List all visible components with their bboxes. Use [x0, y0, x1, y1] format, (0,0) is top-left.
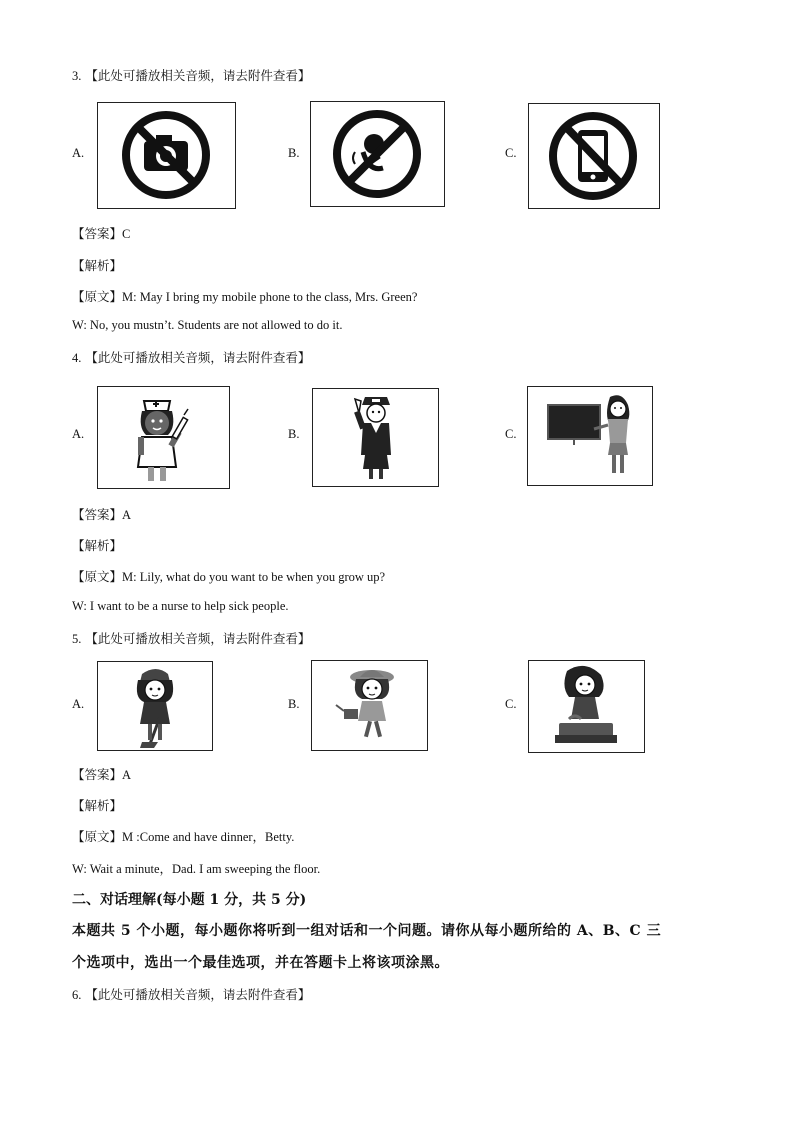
original-tag: 【原文】: [72, 829, 123, 844]
option-image-c[interactable]: [528, 103, 660, 209]
option-image-c[interactable]: [528, 660, 645, 753]
analysis-tag: 【解析】: [72, 798, 123, 813]
option-label-c: C.: [505, 697, 517, 711]
transcript-line-1: [72, 287, 417, 305]
no-phone-icon: [529, 104, 659, 208]
option-image-a[interactable]: [97, 661, 213, 751]
transcript-line-2: W: Wait a minute，Dad. I am sweeping the floor.: [72, 862, 321, 876]
police-officer-icon: [313, 389, 438, 486]
option-label-a: A.: [72, 146, 85, 160]
audio-note[interactable]: 【此处可播放相关音频，请去附件查看】: [85, 631, 311, 646]
option-image-c[interactable]: [527, 386, 653, 486]
option-label-a: A.: [72, 697, 85, 711]
answer-tag: 【答案】: [72, 507, 123, 522]
option-label-c: C.: [505, 427, 517, 441]
option-image-b[interactable]: [311, 660, 428, 751]
option-label-b: B.: [288, 146, 300, 160]
original-tag: 【原文】: [72, 289, 123, 304]
question-number: 3.: [72, 69, 82, 83]
analysis-tag: 【解析】: [72, 538, 123, 553]
question-3-header: [72, 66, 310, 84]
question-number: 6.: [72, 988, 82, 1002]
question-number: 4.: [72, 351, 82, 365]
answer-line: [72, 765, 131, 783]
option-image-b[interactable]: [310, 101, 445, 207]
section-instructions-line-2: 个选项中，选出一个最佳选项，并在答题卡上将该项涂黑。: [72, 955, 449, 971]
answer-tag: 【答案】: [72, 226, 123, 241]
audio-note[interactable]: 【此处可播放相关音频，请去附件查看】: [85, 68, 311, 83]
girl-watering-icon: [312, 661, 427, 750]
audio-note[interactable]: 【此处可播放相关音频，请去附件查看】: [85, 350, 311, 365]
teacher-icon: [528, 387, 652, 485]
question-6-header: [72, 985, 310, 1003]
section-instructions-line-1: 本题共 5 个小题，每小题你将听到一组对话和一个问题。请你从每小题所给的 A、B、C 三: [72, 923, 662, 939]
girl-sweeping-icon: [98, 662, 212, 750]
option-label-c: C.: [505, 146, 517, 160]
transcript-line-2: W: No, you mustn’t. Students are not allowed to do it.: [72, 318, 343, 332]
section-title: 二、对话理解(每小题 1 分，共 5 分): [72, 892, 307, 908]
question-5-header: [72, 629, 310, 647]
transcript-line-1: [72, 827, 294, 845]
answer-value: A: [122, 768, 132, 782]
transcript-text: M: Lily, what do you want to be when you grow up?: [122, 570, 386, 584]
question-number: 5.: [72, 632, 82, 646]
no-camera-icon: [98, 103, 235, 208]
transcript-line-2: W: I want to be a nurse to help sick people.: [72, 599, 289, 613]
option-image-a[interactable]: [97, 386, 230, 489]
original-tag: 【原文】: [72, 569, 123, 584]
answer-line: [72, 505, 131, 523]
answer-tag: 【答案】: [72, 767, 123, 782]
answer-value: A: [122, 508, 132, 522]
answer-line: [72, 224, 130, 242]
option-image-b[interactable]: [312, 388, 439, 487]
audio-note[interactable]: 【此处可播放相关音频，请去附件查看】: [85, 987, 311, 1002]
question-4-header: [72, 348, 310, 366]
no-smoking-icon: [311, 102, 444, 206]
option-label-a: A.: [72, 427, 85, 441]
nurse-icon: [98, 387, 229, 488]
answer-value: C: [122, 227, 131, 241]
transcript-text: M: May I bring my mobile phone to the class, Mrs. Green?: [122, 290, 418, 304]
transcript-line-1: [72, 567, 385, 585]
option-image-a[interactable]: [97, 102, 236, 209]
transcript-text: M :Come and have dinner，Betty.: [122, 830, 295, 844]
girl-washing-icon: [529, 661, 644, 752]
option-label-b: B.: [288, 697, 300, 711]
option-label-b: B.: [288, 427, 300, 441]
analysis-tag: 【解析】: [72, 258, 123, 273]
